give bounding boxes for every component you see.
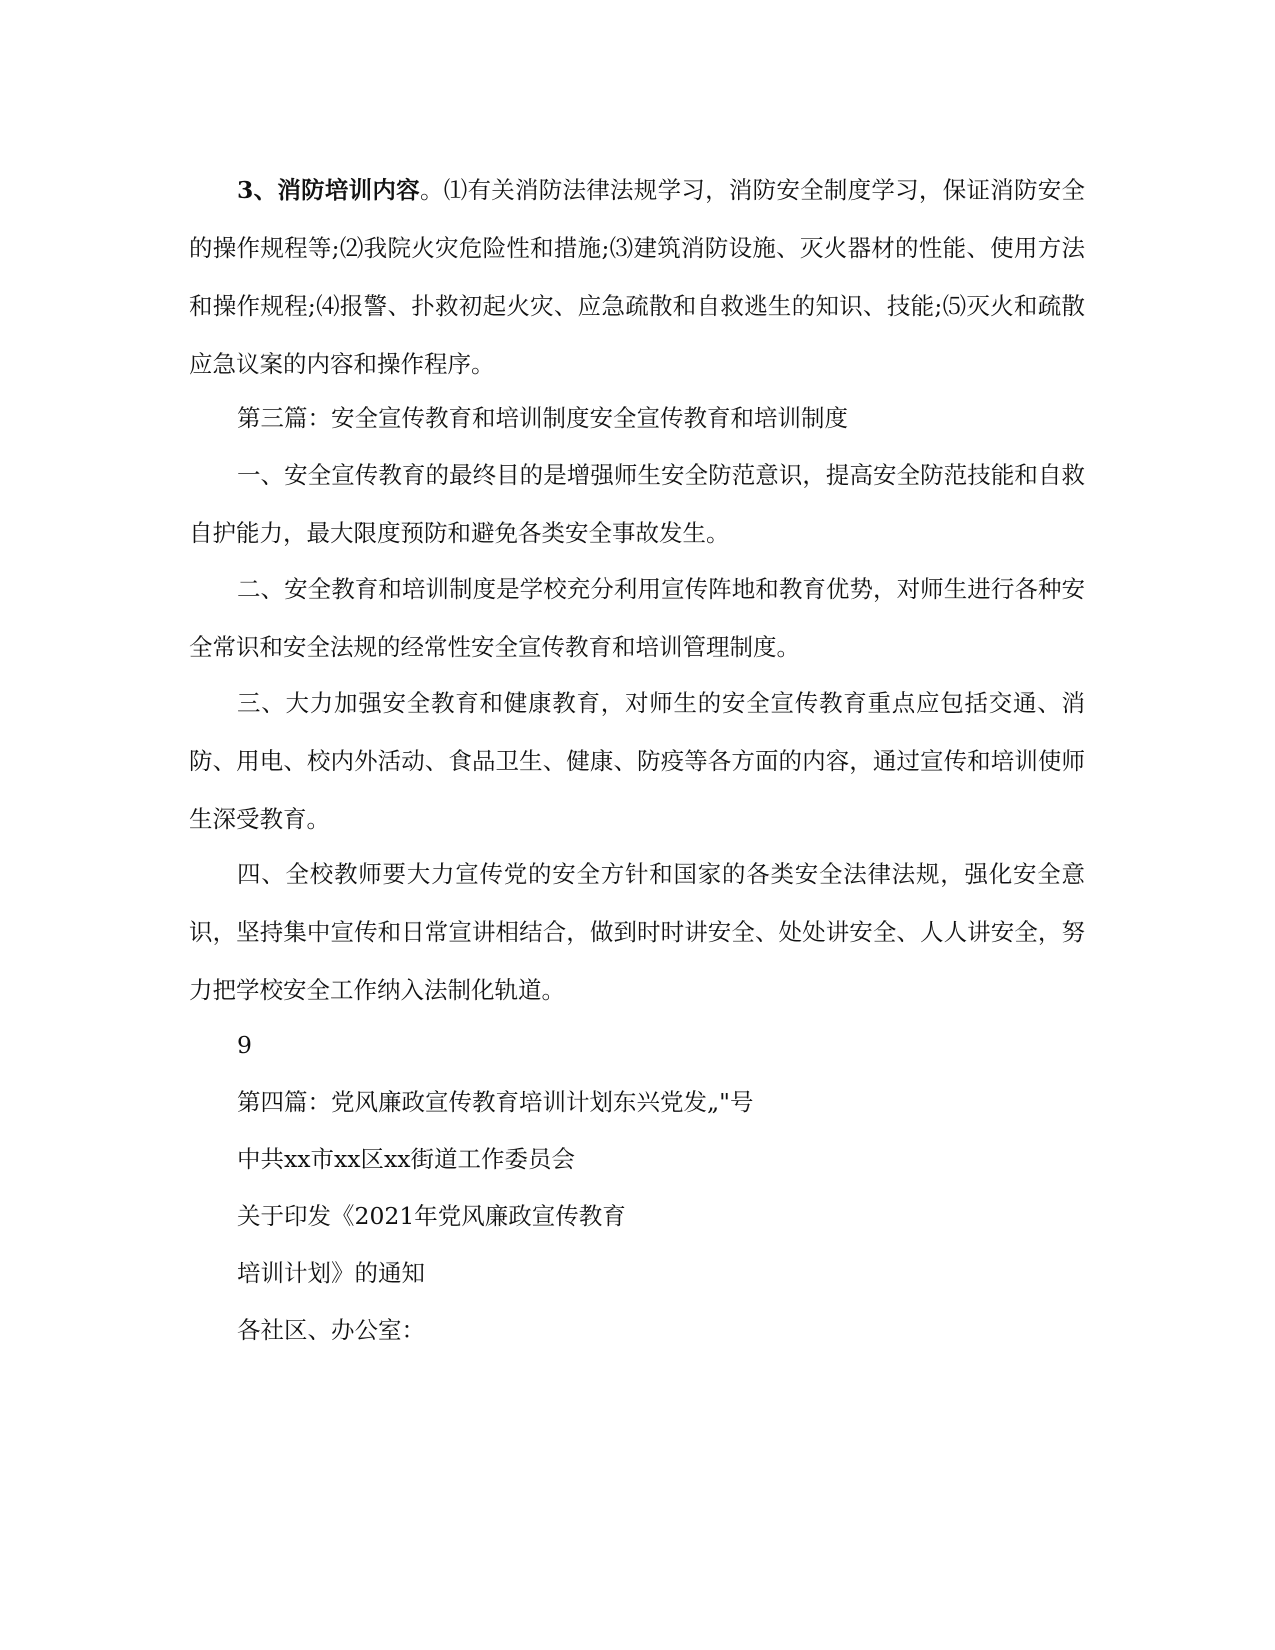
issuing-organization: 中共xx市xx区xx街道工作委员会	[237, 1145, 576, 1173]
paragraph-heading-bold: 3、消防培训内容	[237, 176, 420, 204]
paragraph-item-one: 一、安全宣传教育的最终目的是增强师生安全防范意识，提高安全防范技能和自救自护能力，最大限度预防和避免各类安全事故发生。	[189, 461, 1085, 547]
paragraph-fire-training-content	[189, 161, 1085, 393]
notice-title-line-one: 关于印发《2021年党风廉政宣传教育	[237, 1202, 626, 1230]
section-title-part-four: 第四篇：党风廉政宣传教育培训计划东兴党发„"号	[237, 1088, 754, 1116]
paragraph-body: 。⑴有关消防法律法规学习，消防安全制度学习，保证消防安全的操作规程等;⑵我院火灾危险性和措施;⑶建筑消防设施、灭火器材的性能、使用方法和操作规程;⑷报警、扑救初起火灾、应急疏散和自救逃生的知识、技能;⑸灭火和疏散应急议案的内容和操作程序。	[189, 176, 1086, 378]
paragraph-item-two: 二、安全教育和培训制度是学校充分利用宣传阵地和教育优势，对师生进行各种安全常识和安全法规的经常性安全宣传教育和培训管理制度。	[189, 575, 1085, 661]
section-title-part-three: 第三篇：安全宣传教育和培训制度安全宣传教育和培训制度	[237, 404, 848, 432]
paragraph-item-four: 四、全校教师要大力宣传党的安全方针和国家的各类安全法律法规，强化安全意识，坚持集中宣传和日常宣讲相结合，做到时时讲安全、处处讲安全、人人讲安全，努力把学校安全工作纳入法制化轨道。	[189, 860, 1085, 1004]
paragraph-item-three: 三、大力加强安全教育和健康教育，对师生的安全宣传教育重点应包括交通、消防、用电、校内外活动、食品卫生、健康、防疫等各方面的内容，通过宣传和培训使师生深受教育。	[189, 689, 1085, 833]
page-number: 9	[237, 1031, 252, 1059]
addressee-line: 各社区、办公室：	[237, 1316, 425, 1344]
notice-title-line-two: 培训计划》的通知	[237, 1259, 425, 1287]
